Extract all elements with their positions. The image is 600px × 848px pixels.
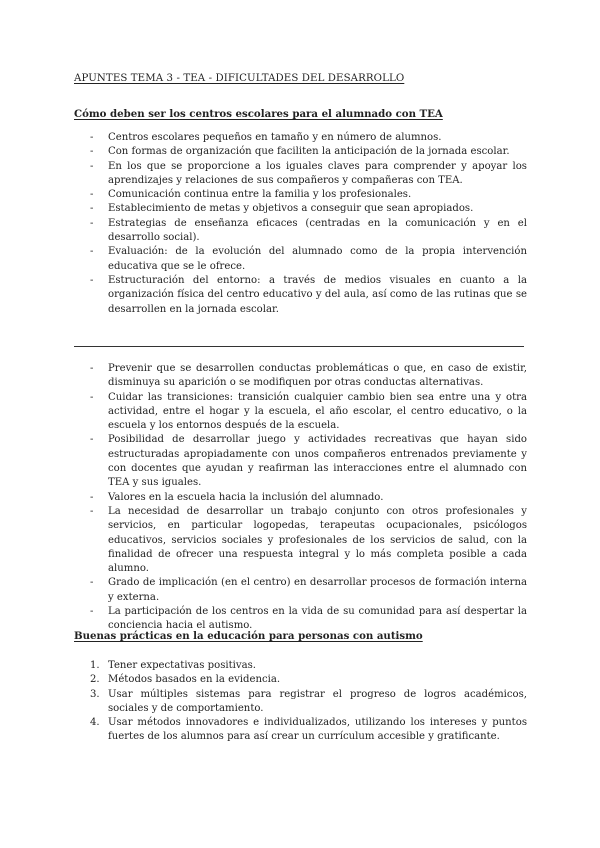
list-item [0, 391, 527, 434]
dash-bullet: - [90, 274, 94, 286]
page-header: APUNTES TEMA 3 - TEA - DIFICULTADES DEL DESARROLLO [74, 73, 405, 84]
list-item [0, 433, 527, 490]
list-item-text: Prevenir que se desarrollen conductas problemáticas o que, en caso de existir, disminuya su aparición o se modifiquen por otras conductas alternativas. [108, 363, 527, 389]
dash-bullet: - [90, 146, 94, 158]
dash-bullet: - [90, 160, 94, 172]
list-number: 3. [90, 688, 100, 700]
list-number: 1. [90, 660, 100, 671]
list-item [0, 217, 527, 246]
list-item [0, 491, 527, 505]
dash-bullet: - [90, 203, 94, 215]
list-item-text: Métodos basados en la evidencia. [108, 674, 281, 686]
list-item [0, 245, 527, 274]
list-item-text: Usar métodos innovadores e individualizados, utilizando los intereses y puntos fuertes de los alumnos para así crear un currículum accesible y gratificante. [108, 717, 527, 743]
dash-bullet: - [90, 391, 94, 403]
recomendaciones-list [0, 362, 527, 634]
list-item [0, 131, 527, 145]
dash-bullet: - [90, 363, 94, 374]
list-item-text: En los que se proporcione a los iguales claves para comprender y apoyar los aprendizajes y relaciones de sus compañeros y compañeras con TEA. [108, 160, 527, 186]
dash-bullet: - [90, 606, 94, 618]
dash-bullet: - [90, 217, 94, 229]
list-item [0, 160, 527, 189]
list-item-text: Posibilidad de desarrollar juego y actividades recreativas que hayan sido estructuradas apropiadamente con unos compañeros entrenados previamente y con docentes que ayudan y reafirman las interacciones entre el alumnado con TEA y sus iguales. [108, 434, 527, 489]
list-item-text: Grado de implicación (en el centro) en desarrollar procesos de formación interna y externa. [108, 577, 527, 603]
list-number: 4. [90, 717, 100, 729]
dash-bullet: - [90, 577, 94, 589]
list-item-text: Valores en la escuela hacia la inclusión del alumnado. [108, 491, 384, 503]
list-item [0, 673, 527, 687]
dash-bullet: - [90, 132, 94, 143]
list-item [0, 145, 527, 159]
list-item [0, 576, 527, 605]
list-item-text: Comunicación continua entre la familia y los profesionales. [108, 189, 412, 201]
list-item [0, 688, 527, 717]
list-item-text: Tener expectativas positivas. [108, 660, 256, 671]
dash-bullet: - [90, 189, 94, 201]
list-item-text: Con formas de organización que faciliten la anticipación de la jornada escolar. [108, 146, 510, 158]
list-item-text: Estrategias de enseñanza eficaces (centradas en la comunicación y en el desarrollo social). [108, 217, 527, 244]
list-item-text: Centros escolares pequeños en tamaño y en número de alumnos. [108, 132, 442, 143]
list-item [0, 362, 527, 391]
list-item-text: Usar múltiples sistemas para registrar el progreso de logros académicos, sociales y de comportamiento. [108, 688, 527, 714]
list-item-text: Evaluación: de la evolución del alumnado como de la propia intervención educativa que se le ofrece. [108, 246, 527, 272]
list-item [0, 202, 527, 216]
section-heading-centros: Cómo deben ser los centros escolares para el alumnado con TEA [74, 108, 443, 120]
list-item [0, 505, 527, 576]
list-item-text: Cuidar las transiciones: transición cualquier cambio bien sea entre una y otra actividad, entre el hogar y la escuela, el año escolar, el centro educativo, o la escuela y los entornos después de la escuela. [108, 391, 527, 432]
list-item-text: Estructuración del entorno: a través de medios visuales en cuanto a la organización física del centro educativo y del aula, así como de las rutinas que se desarrollen en la jornada escolar. [108, 274, 527, 315]
dash-bullet: - [90, 491, 94, 503]
list-item-text: Establecimiento de metas y objetivos a conseguir que sean apropiados. [108, 203, 474, 215]
list-item-text: La necesidad de desarrollar un trabajo conjunto con otros profesionales y servicios, en particular logopedas, terapeutas ocupacionales, psicólogos educativos, servicios sociales y profesionales de los servicios de salud, con la finalidad de ofrecer una respuesta integral y lo más completa posible a cada alumno. [108, 505, 527, 575]
dash-bullet: - [90, 434, 94, 446]
list-number: 2. [90, 674, 100, 686]
list-item [0, 188, 527, 202]
list-item [0, 716, 527, 745]
list-item [0, 274, 527, 317]
buenas-practicas-list [0, 659, 527, 745]
centros-list [0, 131, 527, 317]
section-heading-buenas-practicas: Buenas prácticas en la educación para personas con autismo [74, 630, 423, 642]
dash-bullet: - [90, 505, 94, 517]
dash-bullet: - [90, 246, 94, 258]
list-item-text: La participación de los centros en la vida de su comunidad para así despertar la conciencia hacia el autismo. [108, 606, 527, 632]
horizontal-divider [74, 346, 524, 347]
list-item [0, 659, 527, 673]
